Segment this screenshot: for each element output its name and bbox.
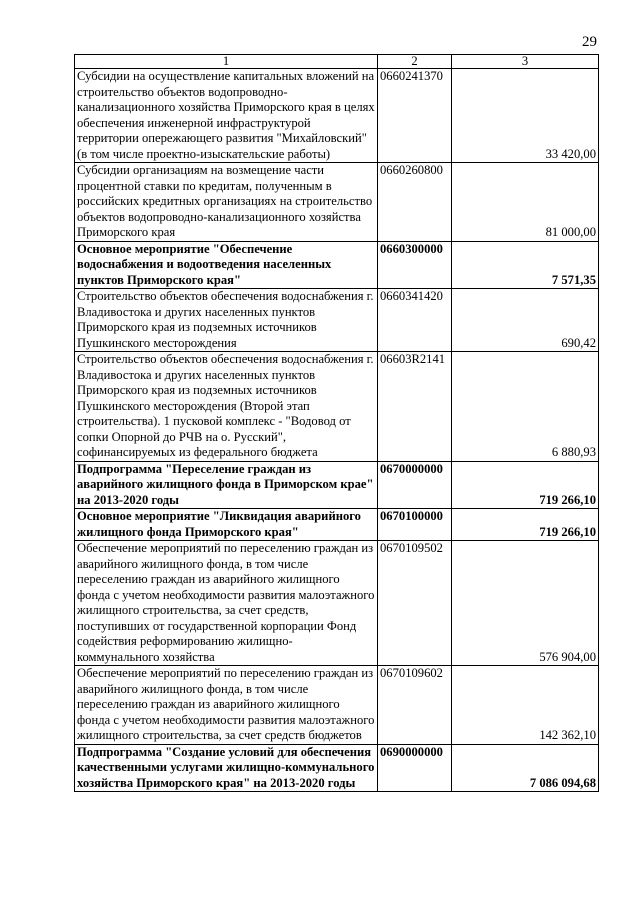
row-code: 0670100000 — [378, 509, 452, 541]
table-row — [75, 241, 599, 289]
row-name: Обеспечение мероприятий по переселению граждан из аварийного жилищного фонда, в том числе переселению граждан из аварийного жилищного фонда с учетом необходимости развития малоэтажного жилищного строительства, за счет средств бюджетов — [75, 666, 378, 745]
table-header-row — [75, 55, 599, 69]
row-amount: 7 086 094,68 — [452, 744, 599, 792]
row-name: Подпрограмма "Создание условий для обеспечения качественными услугами жилищно-коммунального хозяйства Приморского края" на 2013-2020 годы — [75, 744, 378, 792]
row-name: Основное мероприятие "Обеспечение водоснабжения и водоотведения населенных пунктов Приморского края" — [75, 241, 378, 289]
row-amount: 719 266,10 — [452, 461, 599, 509]
table-row — [75, 509, 599, 541]
header-col-2: 2 — [378, 55, 452, 69]
table-row — [75, 163, 599, 242]
table-row — [75, 69, 599, 163]
table-row — [75, 461, 599, 509]
table-row — [75, 744, 599, 792]
row-code: 0660241370 — [378, 69, 452, 163]
header-col-1: 1 — [75, 55, 378, 69]
row-name: Обеспечение мероприятий по переселению граждан из аварийного жилищного фонда, в том числе переселению граждан из аварийного жилищного фонда с учетом необходимости развития малоэтажного жилищного строительства, за счет средств, поступивших от государственной корпорации Фонд содействия реформированию жилищно-коммунального хозяйства — [75, 541, 378, 666]
row-name: Субсидии организациям на возмещение части процентной ставки по кредитам, полученным в российских кредитных организациях на строительство объектов водопроводно-канализационного хозяйства Приморского края — [75, 163, 378, 242]
row-code: 0670109602 — [378, 666, 452, 745]
header-col-3: 3 — [452, 55, 599, 69]
row-code: 0660341420 — [378, 289, 452, 352]
budget-table — [74, 54, 599, 792]
row-code: 06603R2141 — [378, 352, 452, 462]
row-code: 0660300000 — [378, 241, 452, 289]
row-name: Основное мероприятие "Ликвидация аварийного жилищного фонда Приморского края" — [75, 509, 378, 541]
row-code: 0670000000 — [378, 461, 452, 509]
row-code: 0670109502 — [378, 541, 452, 666]
row-name: Строительство объектов обеспечения водоснабжения г. Владивостока и других населенных пунктов Приморского края из подземных источников Пушкинского месторождения — [75, 289, 378, 352]
table-row — [75, 289, 599, 352]
row-amount: 7 571,35 — [452, 241, 599, 289]
row-name: Строительство объектов обеспечения водоснабжения г. Владивостока и других населенных пунктов Приморского края из подземных источников Пушкинского месторождения (Второй этап строительства). 1 пусковой комплекс - "Водовод от сопки Опорной до РЧВ на о. Русский", софинансируемых из федерального бюджета — [75, 352, 378, 462]
table-row — [75, 541, 599, 666]
row-name: Субсидии на осуществление капитальных вложений на строительство объектов водопроводно-канализационного хозяйства Приморского края в целях обеспечения инженерной инфраструктурой территории опережающего развития "Михайловский" (в том числе проектно-изыскательские работы) — [75, 69, 378, 163]
row-amount: 33 420,00 — [452, 69, 599, 163]
row-code: 0660260800 — [378, 163, 452, 242]
row-amount: 142 362,10 — [452, 666, 599, 745]
row-amount: 81 000,00 — [452, 163, 599, 242]
page-number: 29 — [582, 34, 597, 50]
row-amount: 576 904,00 — [452, 541, 599, 666]
row-code: 0690000000 — [378, 744, 452, 792]
table-row — [75, 666, 599, 745]
row-name: Подпрограмма "Переселение граждан из аварийного жилищного фонда в Приморском крае" на 2013-2020 годы — [75, 461, 378, 509]
row-amount: 690,42 — [452, 289, 599, 352]
row-amount: 6 880,93 — [452, 352, 599, 462]
row-amount: 719 266,10 — [452, 509, 599, 541]
table-row — [75, 352, 599, 462]
